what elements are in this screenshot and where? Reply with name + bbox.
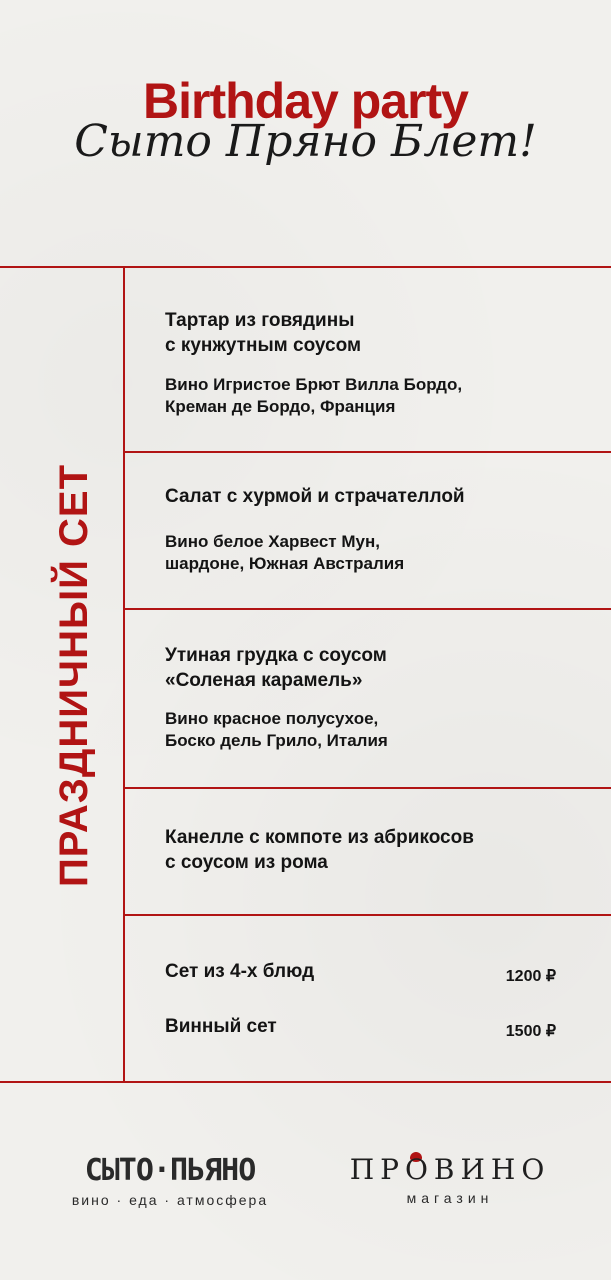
course-1-dish-line: Тартар из говядины	[165, 310, 355, 331]
course-2-wine-line: Вино белое Харвест Мун,	[165, 532, 380, 551]
divider-course-2	[123, 608, 611, 610]
logo-syto-pyano	[65, 1153, 275, 1208]
course-3-dish-line: Утиная грудка с соусом	[165, 645, 387, 666]
price-label-wine: Винный сет	[165, 1016, 277, 1037]
course-1-wine	[165, 374, 462, 418]
side-label-text: ПРАЗДНИЧНЫЙ СЕТ	[51, 463, 96, 887]
price-value-set: 1200 ₽	[505, 968, 556, 985]
course-2-wine	[165, 531, 404, 575]
course-1-dish-line: с кунжутным соусом	[165, 335, 362, 356]
course-2-dish-line: Салат с хурмой и страчателлой	[165, 486, 465, 507]
course-3-wine-line: Вино красное полусухое,	[165, 709, 379, 728]
logo-provino-name: ПРОВИНО	[349, 1153, 551, 1186]
logo-syto-pyano-tagline: вино · еда · атмосфера	[71, 1192, 269, 1208]
logo-provino-tagline: магазин	[406, 1190, 494, 1206]
course-3-dish-line: «Соленая карамель»	[165, 670, 363, 691]
logo-provino	[345, 1153, 555, 1206]
course-4-dish-line: с соусом из рома	[165, 852, 328, 873]
course-1-wine-line: Креман де Бордо, Франция	[165, 397, 396, 416]
logo-syto-pyano-name: СЫТО·ПЬЯНО	[84, 1153, 256, 1188]
course-2-dish	[165, 484, 465, 509]
side-label	[24, 268, 124, 1082]
course-3-wine-line: Боско дель Грило, Италия	[165, 731, 388, 750]
divider-course-4	[123, 914, 611, 916]
course-4-dish	[165, 825, 474, 875]
script-slogan: Сыто Пряно Блет!	[74, 116, 537, 167]
course-1-wine-line: Вино Игристое Брют Вилла Бордо,	[165, 375, 463, 394]
divider-course-3	[123, 787, 611, 789]
divider-course-1	[123, 451, 611, 453]
course-1-dish	[165, 308, 361, 358]
course-4-dish-line: Канелле с компоте из абрикосов	[165, 827, 474, 848]
course-3-wine	[165, 708, 388, 752]
price-value-wine: 1500 ₽	[505, 1023, 556, 1040]
course-2-wine-line: шардоне, Южная Австралия	[165, 554, 405, 573]
event-title: Birthday party	[143, 73, 468, 129]
price-label-set: Сет из 4-х блюд	[165, 961, 315, 982]
course-3-dish	[165, 643, 387, 693]
